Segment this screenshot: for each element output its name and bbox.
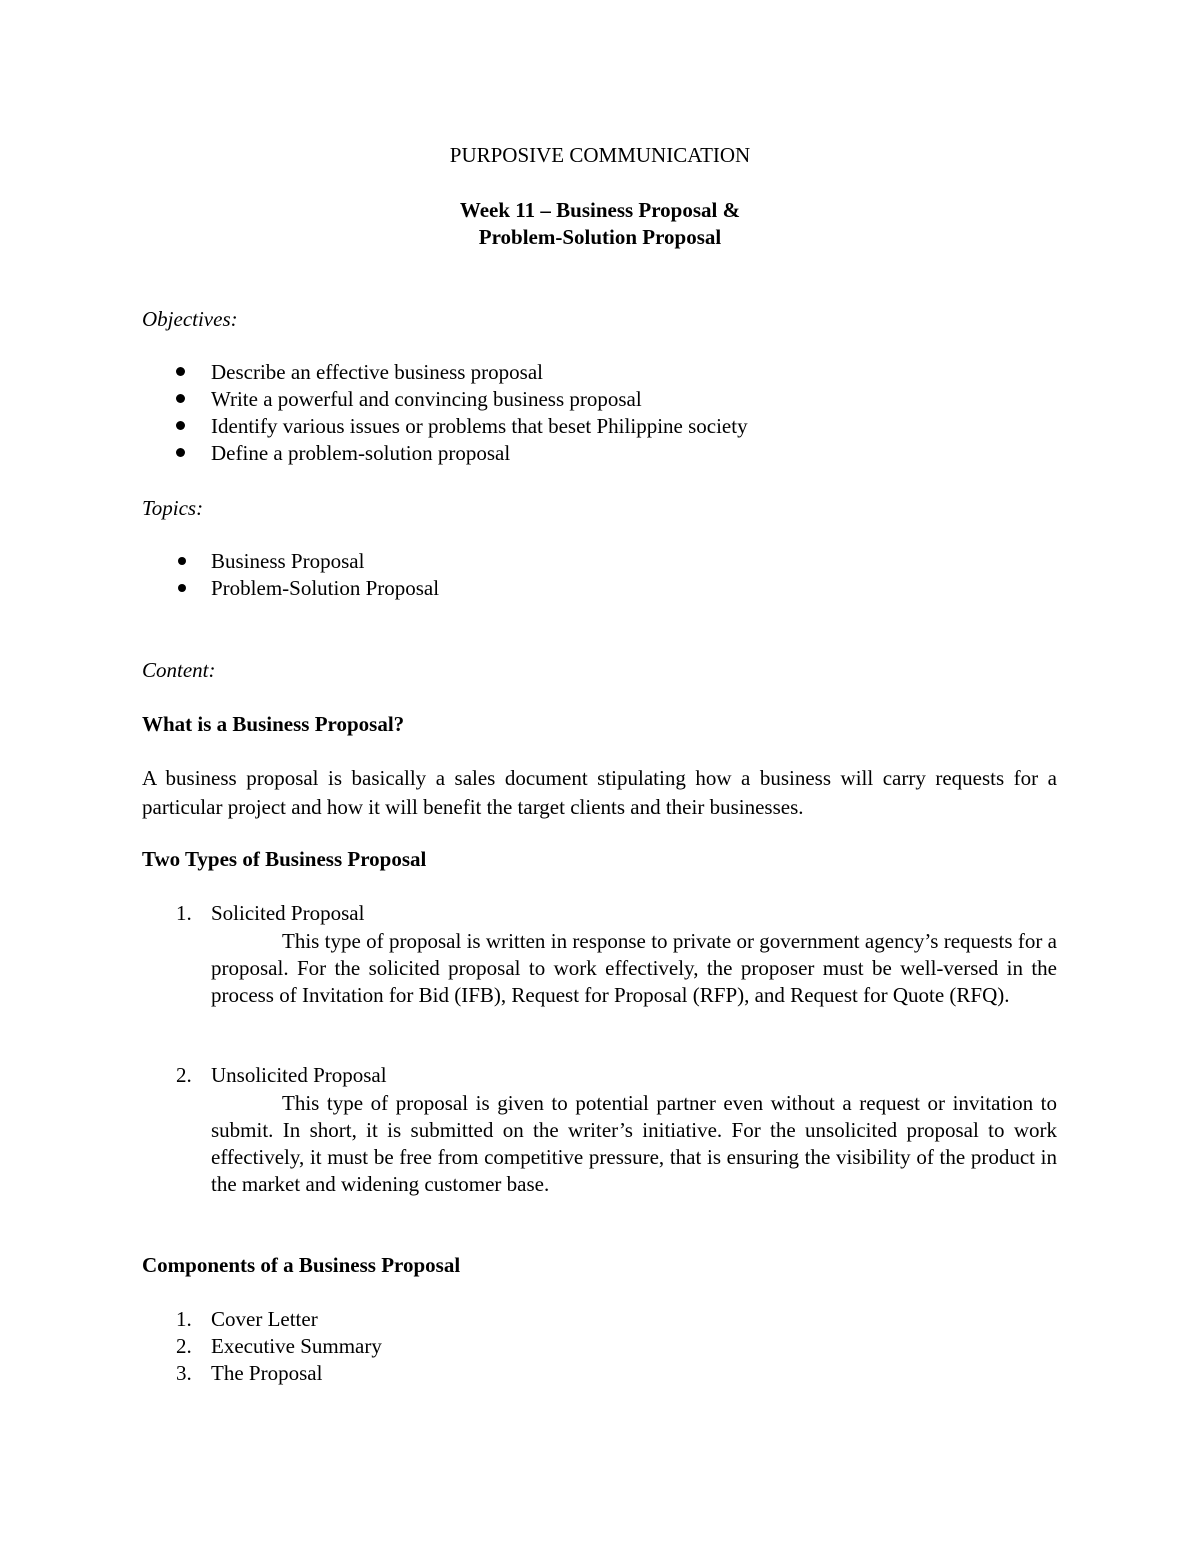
topic-item: Problem-Solution Proposal — [211, 576, 440, 600]
bullet-icon — [176, 421, 185, 430]
topic-item: Business Proposal — [211, 549, 365, 573]
proposal-type-title: Solicited Proposal — [211, 901, 365, 925]
section-heading: What is a Business Proposal? — [142, 712, 405, 736]
objective-item: Describe an effective business proposal — [211, 360, 544, 384]
list-number: 2. — [176, 1063, 192, 1087]
bullet-icon — [178, 557, 186, 565]
component-item: The Proposal — [211, 1361, 323, 1385]
section-heading: Components of a Business Proposal — [142, 1253, 461, 1277]
paragraph — [142, 764, 1057, 822]
list-number: 1. — [176, 901, 192, 925]
paragraph-text: This type of proposal is given to potential partner even without a request or invitation to submit. In short, it is submitted on the writer’s initiative. For the unsolicited proposal to work effectively, it must be free from competitive pressure, that is ensuring the visibility of the product in the market and widening customer base. — [211, 1091, 1057, 1196]
list-number: 3. — [176, 1361, 192, 1385]
bullet-icon — [178, 584, 186, 592]
bullet-icon — [176, 448, 185, 457]
component-item: Executive Summary — [211, 1334, 382, 1358]
objective-item: Identify various issues or problems that beset Philippine society — [211, 414, 748, 438]
proposal-type-body — [211, 1090, 1057, 1198]
bullet-icon — [176, 394, 185, 403]
proposal-type-title: Unsolicited Proposal — [211, 1063, 387, 1087]
paragraph-text: A business proposal is basically a sales document stipulating how a business will carry requests for a particular project and how it will benefit the target clients and their businesses. — [142, 766, 1057, 819]
section-heading: Two Types of Business Proposal — [142, 847, 427, 871]
week-title-line1: Week 11 – Business Proposal & — [459, 198, 741, 222]
proposal-type-body — [211, 928, 1057, 1009]
content-label: Content: — [142, 658, 216, 682]
list-number: 1. — [176, 1307, 192, 1331]
week-title-line2: Problem-Solution Proposal — [478, 225, 722, 249]
topics-label: Topics: — [142, 496, 204, 520]
objectives-label: Objectives: — [142, 307, 238, 331]
list-number: 2. — [176, 1334, 192, 1358]
course-title: PURPOSIVE COMMUNICATION — [449, 143, 751, 167]
bullet-icon — [176, 367, 185, 376]
component-item: Cover Letter — [211, 1307, 318, 1331]
objective-item: Define a problem-solution proposal — [211, 441, 511, 465]
paragraph-text: This type of proposal is written in response to private or government agency’s requests for a proposal. For the solicited proposal to work effectively, the proposer must be well-versed in the process of Invitation for Bid (IFB), Request for Proposal (RFP), and Request for Quote (RFQ). — [211, 929, 1057, 1007]
objective-item: Write a powerful and convincing business proposal — [211, 387, 642, 411]
